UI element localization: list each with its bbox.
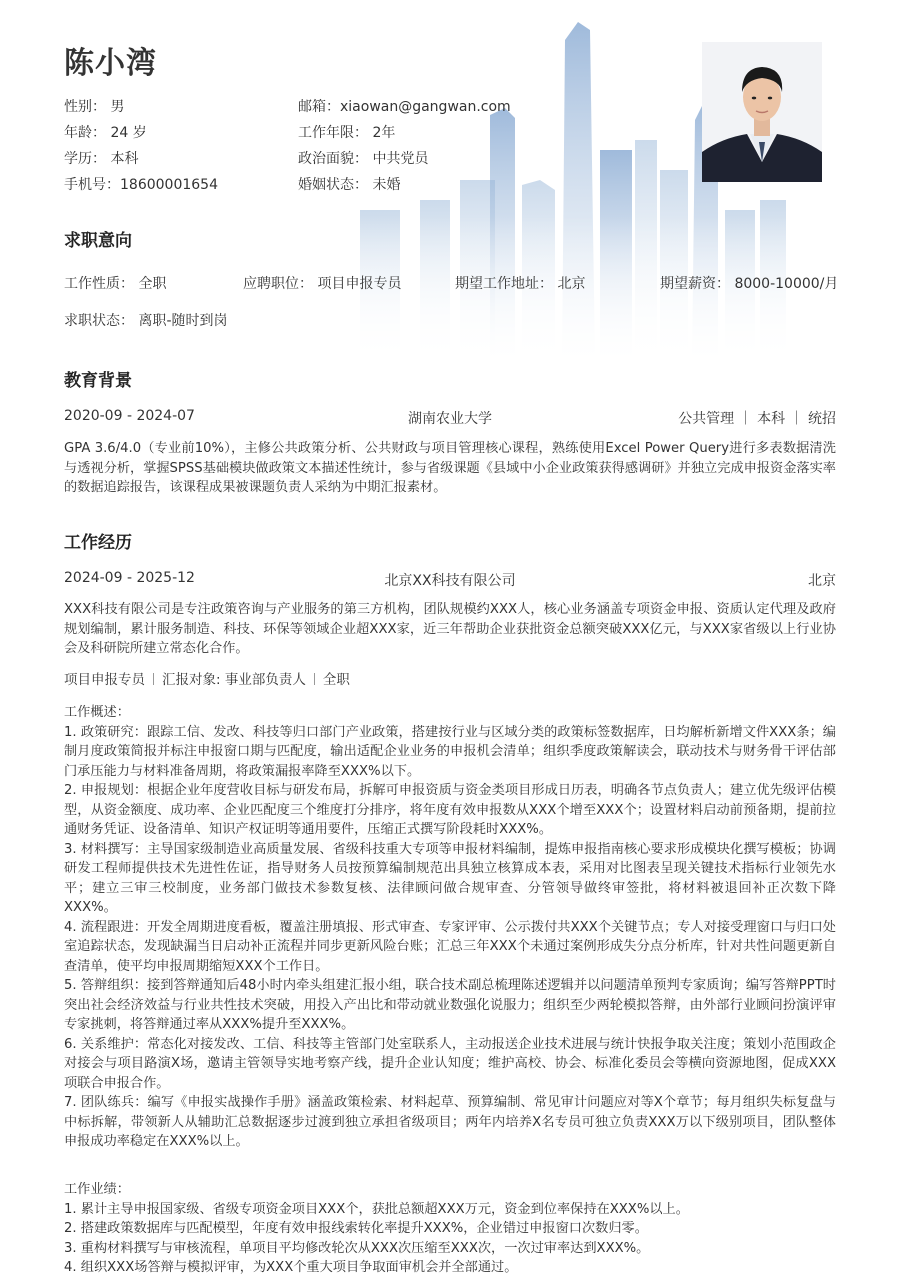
tag-divider	[153, 673, 154, 685]
section-title-education: 教育背景	[64, 371, 132, 391]
job-tag: 汇报对象: 事业部负责人	[162, 672, 306, 688]
job-status-field: 求职状态： 离职-随时到岗	[64, 313, 228, 329]
marital-status-field: 婚姻状态： 未婚	[298, 177, 401, 193]
job-tag: 全职	[322, 672, 350, 688]
expected-location-field: 期望工作地址： 北京	[455, 276, 586, 292]
profile-photo	[702, 42, 822, 182]
gender-field: 性别： 男	[64, 99, 125, 115]
overview-item: 2. 申报规划：根据企业年度营收目标与研发布局，拆解可申报资质与资金类项目形成日历表，明确各节点负责人；建立优先级评估模型，从资金额度、成功率、企业匹配度三个维度打分排序，将年度有效申报数从XXX个增至XXX个；设置材料启动前预备期，提前拉通财务凭证、设备清单、知识产权证明等通用要件，压缩正式撰写阶段耗时XXX%。	[64, 783, 836, 837]
job-tags	[64, 668, 350, 688]
work-years-field: 工作年限： 2年	[298, 125, 396, 141]
work-period: 2024-09 - 2025-12	[64, 570, 195, 586]
education-description: GPA 3.6/4.0（专业前10%），主修公共政策分析、公共财政与项目管理核心课程，熟练使用Excel Power Query进行多表数据清洗与透视分析，掌握SPSS基础模块做政策文本描述性统计，参与省级课题《县域中小企业政策获得感调研》并独立完成申报资金落实率的数据追踪报告，该课程成果被课题负责人采纳为中期汇报素材。	[64, 441, 836, 495]
job-tag: 项目申报专员	[64, 672, 145, 688]
overview-item: 3. 材料撰写：主导国家级制造业高质量发展、省级科技重大专项等申报材料编制，提炼申报指南核心要求形成模块化撰写模板；协调研发工程师提供技术先进性佐证，指导财务人员按预算编制规范出具独立核算成本表，采用对比图表呈现关键技术指标行业领先水平；建立三审三校制度，业务部门做技术参数复核、法律顾问做合规审查、分管领导做终审签批，将材料被退回补正次数下降XXX%。	[64, 841, 836, 915]
overview-label: 工作概述：	[64, 705, 130, 720]
overview-item: 1. 政策研究：跟踪工信、发改、科技等归口部门产业政策，搭建按行业与区域分类的政策标签数据库，日均解析新增文件XXX条；编制月度政策简报并标注申报窗口期与匹配度，输出适配企业业务的申报机会清单；组织季度政策解读会，联动技术与财务骨干评估部门承压能力与材料准备周期，将政策漏报率降至XXX%以下。	[64, 724, 836, 779]
work-overview	[64, 703, 836, 1152]
section-title-job-intent: 求职意向	[64, 231, 132, 251]
overview-item: 6. 关系维护：常态化对接发改、工信、科技等主管部门处室联系人，主动报送企业技术进展与统计快报争取关注度；策划小范围政企对接会与项目路演X场，邀请主管领导实地考察产线，提升企业认知度；维护高校、协会、标准化委员会等横向资源地图，促成XXX项联合申报合作。	[64, 1036, 836, 1091]
work-achievements	[64, 1180, 836, 1278]
school-name: 湖南农业大学	[408, 411, 492, 427]
education-level-field: 学历： 本科	[64, 151, 139, 167]
candidate-name: 陈小湾	[64, 46, 157, 81]
applied-position-field: 应聘职位： 项目申报专员	[243, 276, 402, 292]
overview-item: 5. 答辩组织：接到答辩通知后48小时内牵头组建汇报小组，联合技术副总梳理陈述逻辑并以问题清单预判专家质询；编写答辩PPT时突出社会经济效益与行业共性技术突破，用投入产出比和带动就业数强化说服力；组织至少两轮模拟答辩，由外部行业顾问扮演评审专家挑刺，将答辩通过率从XXX%提升至XXX%。	[64, 978, 836, 1032]
achievement-item: 3. 重构材料撰写与审核流程，单项目平均修改轮次从XXX次压缩至XXX次，一次过审率达到XXX%。	[64, 1240, 650, 1256]
achievements-label: 工作业绩：	[64, 1182, 130, 1197]
education-period: 2020-09 - 2024-07	[64, 408, 195, 424]
achievement-item: 4. 组织XXX场答辩与模拟评审，为XXX个重大项目争取面审机会并全部通过。	[64, 1260, 518, 1275]
expected-salary-field: 期望薪资： 8000-10000/月	[660, 276, 839, 292]
work-header-row	[64, 570, 836, 589]
overview-item: 4. 流程跟进：开发全周期进度看板，覆盖注册填报、形式审查、专家评审、公示拨付共XXX个关键节点；专人对接受理窗口与归口处室追踪状态，发现缺漏当日启动补正流程并同步更新风险台账；汇总三年XXX个未通过案例形成失分点分析库，针对共性问题更新自查清单，使平均申报周期缩短XXX个工作日。	[64, 919, 836, 974]
company-description: XXX科技有限公司是专注政策咨询与产业服务的第三方机构，团队规模约XXX人，核心业务涵盖专项资金申报、资质认定代理及政府规划编制，累计服务制造、科技、环保等领域企业超XXX家，近三年帮助企业获批资金总额突破XXX亿元，与XXX家省级以上行业协会及科研院所建立常态化合作。	[64, 602, 836, 656]
email-field: 邮箱：xiaowan@gangwan.com	[298, 99, 511, 115]
company-name: 北京XX科技有限公司	[384, 573, 516, 589]
age-field: 年龄： 24 岁	[64, 125, 147, 141]
section-title-work: 工作经历	[64, 533, 132, 553]
work-city: 北京	[808, 573, 836, 589]
education-header-row	[64, 408, 836, 427]
achievement-item: 2. 搭建政策数据库与匹配模型，年度有效申报线索转化率提升XXX%，企业错过申报窗口次数归零。	[64, 1221, 648, 1236]
political-status-field: 政治面貌： 中共党员	[298, 151, 429, 167]
degree-info: 公共管理 ｜ 本科 ｜ 统招	[678, 411, 836, 427]
tag-divider	[314, 673, 315, 685]
overview-item: 7. 团队练兵：编写《申报实战操作手册》涵盖政策检索、材料起草、预算编制、常见审计问题应对等X个章节；每月组织失标复盘与中标拆解，带领新人从辅助汇总数据逐步过渡到独立承担省级项目；两年内培养X名专员可独立负责XXX万以下级别项目，团队整体申报成功率稳定在XXX%以上。	[64, 1095, 836, 1149]
phone-field: 手机号：18600001654	[64, 177, 218, 193]
achievement-item: 1. 累计主导申报国家级、省级专项资金项目XXX个，获批总额超XXX万元，资金到位率保持在XXX%以上。	[64, 1201, 689, 1217]
work-type-field: 工作性质： 全职	[64, 276, 167, 292]
